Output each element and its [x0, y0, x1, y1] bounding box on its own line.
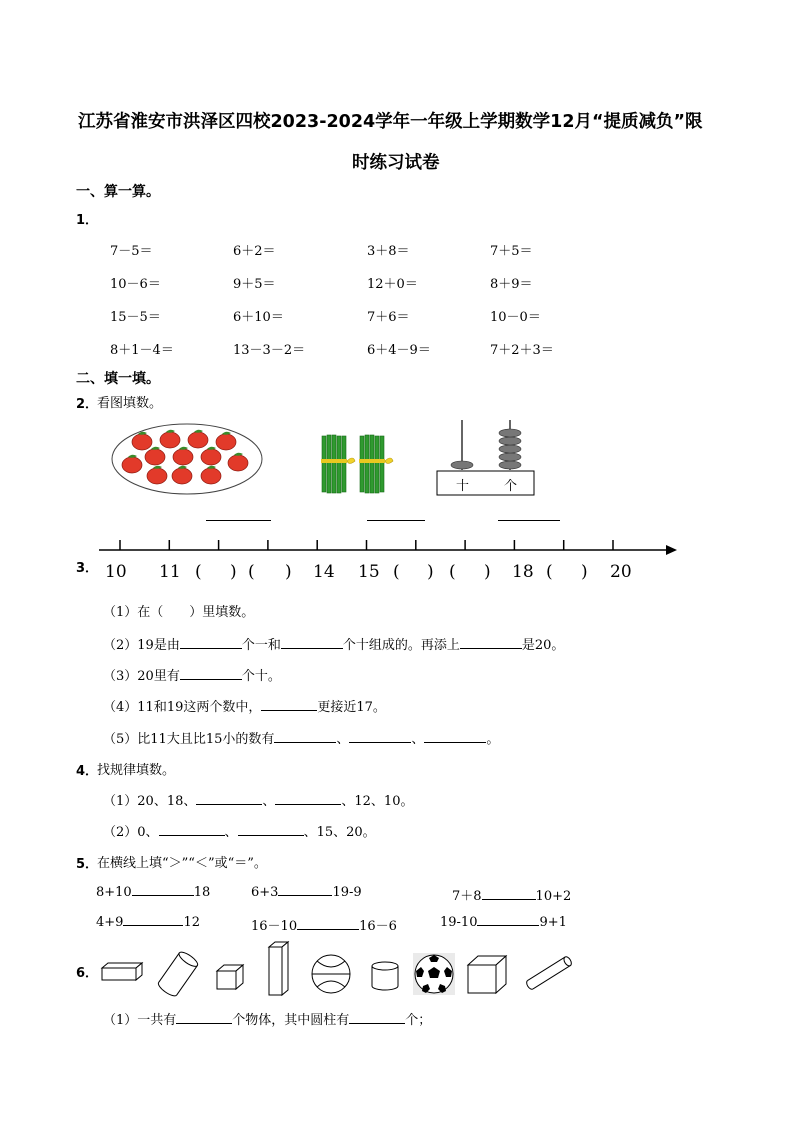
- answer-blank[interactable]: [278, 894, 332, 896]
- abacus-bead: [499, 445, 521, 453]
- number-line-label: (: [195, 562, 202, 582]
- answer-blank[interactable]: [206, 520, 271, 521]
- shape-cuboid-tall: [266, 940, 292, 998]
- answer-blank[interactable]: [281, 647, 343, 649]
- calc-item: 6＋2＝: [233, 244, 276, 259]
- answer-blank[interactable]: [297, 928, 359, 930]
- shape-cylinder-tilted: [155, 950, 201, 998]
- calc-item: 3＋8＝: [367, 244, 410, 259]
- compare-item: [96, 885, 210, 900]
- compare-left: 7＋8: [452, 889, 482, 904]
- answer-blank[interactable]: [196, 803, 262, 805]
- section-heading-1: 一、算一算。: [76, 184, 160, 200]
- abacus-bead: [499, 429, 521, 437]
- answer-blank[interactable]: [349, 1022, 405, 1024]
- compare-left: 6+3: [251, 885, 279, 900]
- q6-sub1-text: 个；: [405, 1013, 432, 1028]
- answer-blank[interactable]: [424, 741, 486, 743]
- question-text-2: 看图填数。: [97, 396, 163, 411]
- q3-sub5-sep: 、: [411, 732, 425, 747]
- question-text-4: 找规律填数。: [97, 763, 176, 778]
- number-line-label: 20: [610, 562, 632, 582]
- abacus-tens-label: 十: [456, 479, 470, 494]
- answer-blank[interactable]: [498, 520, 560, 521]
- question-number-1: 1．: [76, 213, 99, 228]
- q3-sub4-text: 更接近17。: [317, 700, 386, 715]
- question-text-5: 在横线上填“＞”“＜”或“＝”。: [97, 856, 267, 871]
- number-line-label: (: [546, 562, 553, 582]
- shape-cuboid-flat: [100, 960, 144, 984]
- number-line-label: (: [449, 562, 456, 582]
- shape-cylinder-short: [368, 960, 402, 992]
- number-line-label: 15: [358, 562, 380, 582]
- q4-sub1-sep: 、: [262, 794, 276, 809]
- calc-item: 7＋6＝: [367, 310, 410, 325]
- q3-sub2-text: 个一和: [241, 638, 281, 653]
- answer-blank[interactable]: [367, 520, 425, 521]
- q3-sub2-text: 个十组成的。再添上: [342, 638, 460, 653]
- question-number-2: 2．: [76, 397, 99, 412]
- q6-sub1-text: （1）一共有: [103, 1013, 177, 1028]
- number-line-label: 11: [159, 562, 181, 582]
- calc-item: 8＋1－4＝: [110, 343, 174, 358]
- q4-sub2-sep: 、: [224, 825, 238, 840]
- calc-item: 9＋5＝: [233, 277, 276, 292]
- question-number-3: 3．: [76, 561, 99, 576]
- calc-item: 10－6＝: [110, 277, 161, 292]
- q3-sub2-text: （2）19是由: [103, 638, 180, 653]
- stick-bundles-image: [318, 430, 398, 498]
- shape-cube-large: [465, 953, 509, 995]
- calc-item: 7＋2＋3＝: [490, 343, 554, 358]
- abacus-ones-label: 个: [504, 479, 518, 494]
- number-line-label: ): [427, 562, 434, 582]
- calc-item: 12＋0＝: [367, 277, 418, 292]
- calc-item: 6＋10＝: [233, 310, 284, 325]
- q4-sub1-text: （1）20、18、: [103, 794, 197, 809]
- apple-plate-image: [110, 420, 265, 496]
- abacus: [436, 418, 536, 498]
- q6-sub1: [103, 1009, 431, 1028]
- q6-sub1-text: 个物体，其中圆柱有: [232, 1013, 350, 1028]
- answer-blank[interactable]: [180, 647, 242, 649]
- calc-item: 7－5＝: [110, 244, 153, 259]
- page-title-line1: 江苏省淮安市洪泽区四校2023-2024学年一年级上学期数学12月“提质减负”限: [78, 112, 703, 132]
- q4-sub2-end: 、15、20。: [303, 825, 376, 840]
- q3-sub1: （1）在（ ）里填数。: [103, 605, 255, 620]
- answer-blank[interactable]: [180, 678, 242, 680]
- answer-blank[interactable]: [275, 803, 341, 805]
- q3-sub5-sep: 、: [336, 732, 350, 747]
- number-line-label: 10: [105, 562, 127, 582]
- number-line-label: ): [484, 562, 491, 582]
- answer-blank[interactable]: [460, 647, 522, 649]
- compare-left: 8+10: [96, 885, 132, 900]
- compare-item: [96, 915, 200, 930]
- number-line: [96, 536, 680, 556]
- compare-item: [251, 915, 397, 934]
- q4-sub1-end: 、12、10。: [341, 794, 414, 809]
- q3-sub3-text: 个十。: [241, 669, 281, 684]
- q3-sub4: [103, 696, 386, 715]
- calc-item: 15－5＝: [110, 310, 161, 325]
- compare-right: 18: [193, 885, 211, 900]
- compare-right: 12: [183, 915, 200, 930]
- q3-sub3: [103, 665, 281, 684]
- q3-sub3-text: （3）20里有: [103, 669, 180, 684]
- number-line-label: 14: [313, 562, 335, 582]
- number-line-label: 18: [512, 562, 534, 582]
- answer-blank[interactable]: [477, 924, 539, 926]
- calc-item: 6＋4－9＝: [367, 343, 431, 358]
- abacus-rods: [436, 418, 536, 498]
- answer-blank[interactable]: [123, 924, 183, 926]
- calc-item: 13－3－2＝: [233, 343, 306, 358]
- abacus-bead: [499, 437, 521, 445]
- page-title-line2: 时练习试卷: [352, 153, 440, 173]
- number-line-label: ): [285, 562, 292, 582]
- calc-item: 10－0＝: [490, 310, 541, 325]
- answer-blank[interactable]: [261, 709, 317, 711]
- q3-sub5: [103, 728, 499, 747]
- number-line-label: ): [581, 562, 588, 582]
- q4-sub1: [103, 790, 413, 809]
- question-number-4: 4．: [76, 764, 99, 779]
- q3-sub5-text: （5）比11大且比15小的数有: [103, 732, 275, 747]
- compare-item: [251, 885, 362, 900]
- compare-right: 9+1: [539, 915, 567, 930]
- stick-bundle: [321, 435, 355, 493]
- compare-right: 19-9: [332, 885, 362, 900]
- shape-cube-small: [214, 962, 246, 992]
- answer-blank[interactable]: [349, 741, 411, 743]
- shape-cylinder-rod: [523, 955, 575, 991]
- compare-right: 10+2: [535, 889, 572, 904]
- q3-sub2: [103, 634, 564, 653]
- answer-blank[interactable]: [159, 834, 225, 836]
- abacus-bead: [499, 461, 521, 469]
- question-number-6: 6．: [76, 966, 99, 981]
- compare-item: [452, 885, 571, 904]
- compare-right: 16－6: [359, 919, 397, 934]
- number-line-label: (: [248, 562, 255, 582]
- q3-sub2-text: 是20。: [521, 638, 565, 653]
- number-line-label: ): [230, 562, 237, 582]
- stick-bundle: [359, 435, 393, 493]
- answer-blank[interactable]: [482, 898, 536, 900]
- q4-sub2-text: （2）0、: [103, 825, 159, 840]
- shape-ball-soccer: [413, 953, 455, 995]
- q4-sub2: [103, 821, 376, 840]
- shape-ball-basketball: [308, 953, 354, 995]
- answer-blank[interactable]: [132, 894, 194, 896]
- compare-left: 16－10: [251, 919, 298, 934]
- calc-item: 8＋9＝: [490, 277, 533, 292]
- compare-left: 19-10: [440, 915, 478, 930]
- number-line-label: (: [393, 562, 400, 582]
- q3-sub5-end: 。: [486, 732, 500, 747]
- question-number-5: 5．: [76, 857, 99, 872]
- answer-blank[interactable]: [274, 741, 336, 743]
- compare-left: 4+9: [96, 915, 124, 930]
- abacus-bead: [451, 461, 473, 469]
- answer-blank[interactable]: [238, 834, 304, 836]
- calc-item: 7＋5＝: [490, 244, 533, 259]
- q3-sub4-text: （4）11和19这两个数中，: [103, 700, 262, 715]
- compare-item: [440, 915, 567, 930]
- answer-blank[interactable]: [176, 1022, 232, 1024]
- abacus-bead: [499, 453, 521, 461]
- section-heading-2: 二、填一填。: [76, 371, 160, 387]
